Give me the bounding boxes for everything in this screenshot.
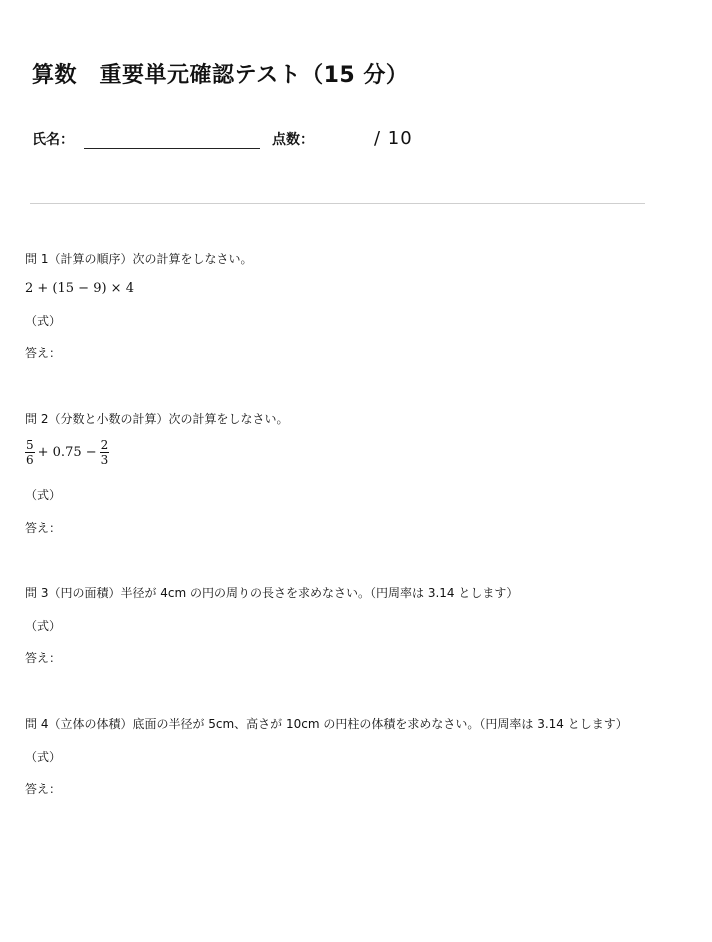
question-2-answer-label: 答え： <box>25 521 62 535</box>
question-4-formula-label: （式） <box>25 750 62 764</box>
question-1-expression: 2 + (15 − 9) × 4 <box>25 281 134 296</box>
question-3-formula-label: （式） <box>25 619 62 633</box>
question-2-expression <box>25 438 109 467</box>
score-value: / 10 <box>374 128 413 149</box>
divider <box>30 203 645 204</box>
name-label: 氏名： <box>32 131 74 148</box>
question-4-answer-label: 答え： <box>25 782 62 796</box>
expression-operator: + 0.75 − <box>37 445 97 460</box>
question-1-answer-label: 答え： <box>25 346 62 360</box>
name-score-row <box>32 128 413 149</box>
question-2-formula-label: （式） <box>25 488 62 502</box>
fraction-5-6 <box>25 438 35 467</box>
fraction-2-3 <box>100 438 110 467</box>
fraction-denominator: 3 <box>100 453 109 467</box>
page-title: 算数 重要単元確認テスト（15 分） <box>32 63 409 88</box>
question-4-prompt: 問 4（立体の体積）底面の半径が 5cm、高さが 10cm の円柱の体積を求めなさい。（円周率は 3.14 とします） <box>25 717 628 731</box>
question-1-prompt: 問 1（計算の順序）次の計算をしなさい。 <box>25 252 253 266</box>
question-2-prompt: 問 2（分数と小数の計算）次の計算をしなさい。 <box>25 412 289 426</box>
fraction-numerator: 2 <box>100 438 109 452</box>
fraction-denominator: 6 <box>26 453 34 467</box>
score-label: 点数： <box>272 131 314 148</box>
question-1-formula-label: （式） <box>25 314 62 328</box>
question-3-prompt: 問 3（円の面積）半径が 4cm の円の周りの長さを求めなさい。（円周率は 3.14 とします） <box>25 586 519 600</box>
question-3-answer-label: 答え： <box>25 651 62 665</box>
name-field-line[interactable] <box>84 128 260 149</box>
fraction-numerator: 5 <box>26 438 34 452</box>
